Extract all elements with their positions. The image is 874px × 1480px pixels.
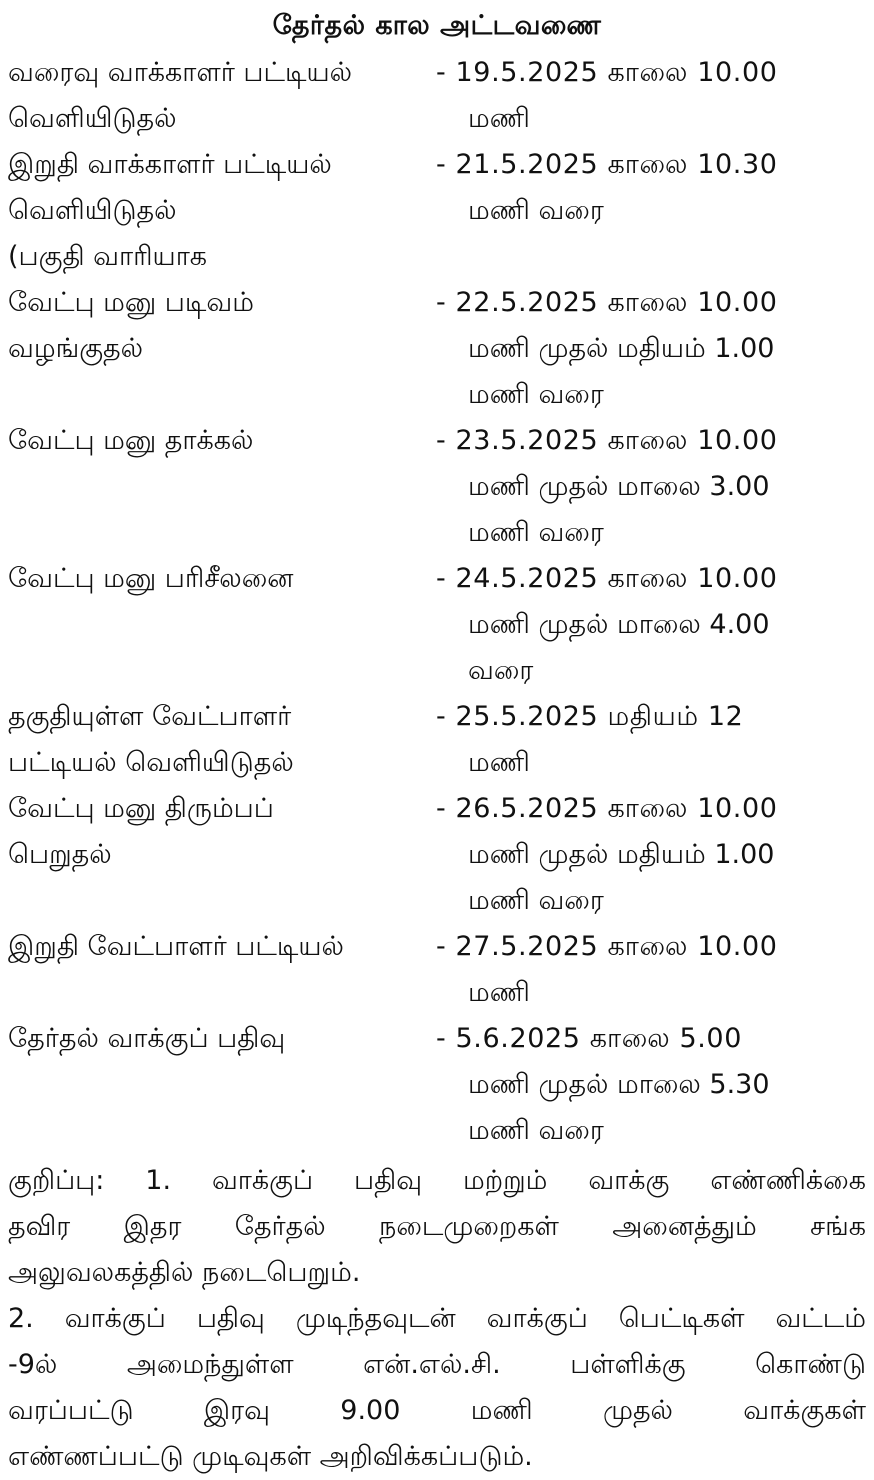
- schedule-event: [8, 694, 436, 786]
- schedule-event: [8, 556, 436, 694]
- schedule-row: [8, 556, 866, 694]
- datetime-line: - 19.5.2025 காலை 10.00: [436, 57, 778, 88]
- datetime-line: - 24.5.2025 காலை 10.00: [436, 563, 778, 594]
- note-1: [8, 1158, 866, 1296]
- schedule-row: [8, 694, 866, 786]
- datetime-line: மணி வரை: [468, 1115, 604, 1146]
- event-line: வேட்பு மனு பரிசீலனை: [8, 563, 294, 594]
- datetime-line: - 21.5.2025 காலை 10.30: [436, 149, 778, 180]
- event-line: தகுதியுள்ள வேட்பாளர்: [8, 701, 292, 732]
- datetime-line: வரை: [468, 655, 534, 686]
- datetime-line: மணி முதல் மாலை 5.30: [468, 1069, 770, 1100]
- event-line: வரைவு வாக்காளர் பட்டியல்: [8, 57, 353, 88]
- datetime-line: மணி வரை: [468, 885, 604, 916]
- datetime-line: - 26.5.2025 காலை 10.00: [436, 793, 778, 824]
- note-line: -9ல் அமைந்துள்ள என்.எல்.சி. பள்ளிக்கு கொண்டு: [8, 1349, 866, 1380]
- event-line: வழங்குதல்: [8, 333, 144, 364]
- datetime-line: - 5.6.2025 காலை 5.00: [436, 1023, 742, 1054]
- schedule-event: [8, 924, 436, 1016]
- datetime-line: - 27.5.2025 காலை 10.00: [436, 931, 778, 962]
- schedule-event: [8, 418, 436, 556]
- schedule-datetime: [436, 786, 866, 924]
- schedule-datetime: [436, 418, 866, 556]
- event-line: வேட்பு மனு தாக்கல்: [8, 425, 254, 456]
- datetime-line: மணி முதல் மதியம் 1.00: [468, 333, 775, 364]
- schedule-datetime: [436, 556, 866, 694]
- datetime-line: மணி முதல் மதியம் 1.00: [468, 839, 775, 870]
- schedule-table: [8, 50, 866, 1154]
- datetime-line: மணி வரை: [468, 379, 604, 410]
- note-2: [8, 1296, 866, 1480]
- schedule-datetime: [436, 142, 866, 280]
- datetime-line: மணி: [468, 747, 530, 778]
- schedule-event: [8, 142, 436, 280]
- schedule-datetime: [436, 924, 866, 1016]
- note-line: தவிர இதர தேர்தல் நடைமுறைகள் அனைத்தும் சங்க: [8, 1211, 866, 1242]
- event-line: வெளியிடுதல்: [8, 195, 177, 226]
- event-line: வேட்பு மனு திரும்பப்: [8, 793, 274, 824]
- event-line: (பகுதி வாரியாக: [8, 241, 208, 272]
- event-line: பட்டியல் வெளியிடுதல்: [8, 747, 294, 778]
- note-line: அலுவலகத்தில் நடைபெறும்.: [8, 1257, 361, 1288]
- schedule-row: [8, 786, 866, 924]
- datetime-line: - 22.5.2025 காலை 10.00: [436, 287, 778, 318]
- note-line: 2. வாக்குப் பதிவு முடிந்தவுடன் வாக்குப் பெட்டிகள் வட்டம்: [8, 1303, 866, 1334]
- event-line: வேட்பு மனு படிவம்: [8, 287, 254, 318]
- schedule-row: [8, 142, 866, 280]
- datetime-line: மணி முதல் மாலை 3.00: [468, 471, 770, 502]
- datetime-line: மணி வரை: [468, 517, 604, 548]
- schedule-row: [8, 1016, 866, 1154]
- event-line: பெறுதல்: [8, 839, 112, 870]
- datetime-line: - 23.5.2025 காலை 10.00: [436, 425, 778, 456]
- schedule-datetime: [436, 1016, 866, 1154]
- page-title: தேர்தல் கால அட்டவணை: [272, 10, 602, 41]
- note-line: எண்ணப்பட்டு முடிவுகள் அறிவிக்கப்படும்.: [8, 1441, 533, 1472]
- schedule-event: [8, 280, 436, 418]
- schedule-row: [8, 418, 866, 556]
- schedule-datetime: [436, 280, 866, 418]
- note-line: குறிப்பு: 1. வாக்குப் பதிவு மற்றும் வாக்கு எண்ணிக்கை: [8, 1165, 866, 1196]
- schedule-row: [8, 924, 866, 1016]
- datetime-line: மணி: [468, 977, 530, 1008]
- datetime-line: மணி முதல் மாலை 4.00: [468, 609, 770, 640]
- schedule-datetime: [436, 694, 866, 786]
- event-line: இறுதி வேட்பாளர் பட்டியல்: [8, 931, 344, 962]
- schedule-event: [8, 786, 436, 924]
- datetime-line: மணி வரை: [468, 195, 604, 226]
- event-line: வெளியிடுதல்: [8, 103, 177, 134]
- schedule-event: [8, 50, 436, 142]
- datetime-line: - 25.5.2025 மதியம் 12: [436, 701, 744, 732]
- notes-section: [8, 1158, 866, 1480]
- schedule-event: [8, 1016, 436, 1154]
- event-line: இறுதி வாக்காளர் பட்டியல்: [8, 149, 332, 180]
- datetime-line: மணி: [468, 103, 530, 134]
- schedule-row: [8, 50, 866, 142]
- schedule-row: [8, 280, 866, 418]
- event-line: தேர்தல் வாக்குப் பதிவு: [8, 1023, 286, 1054]
- note-line: வரப்பட்டு இரவு 9.00 மணி முதல் வாக்குகள்: [8, 1395, 866, 1426]
- schedule-datetime: [436, 50, 866, 142]
